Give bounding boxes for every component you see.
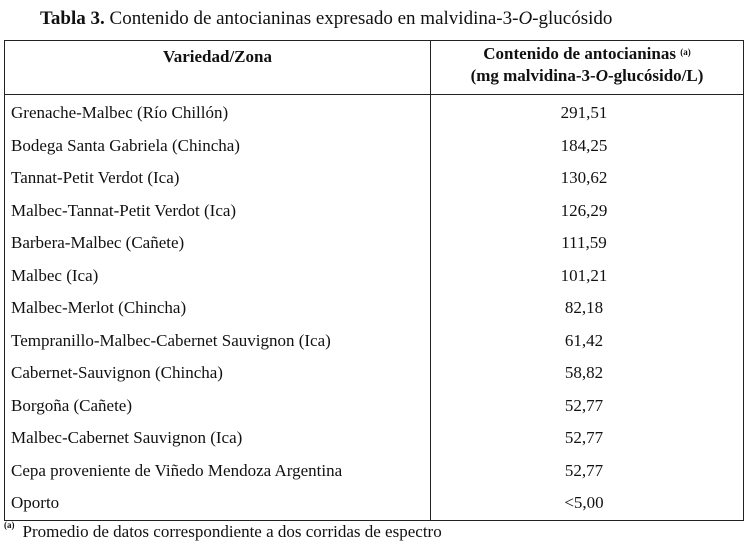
table-body bbox=[5, 95, 744, 521]
cell-variety: Malbec-Cabernet Sauvignon (Ica) bbox=[5, 422, 431, 455]
table-row bbox=[5, 130, 744, 163]
table-row bbox=[5, 162, 744, 195]
cell-content-value: 58,82 bbox=[431, 357, 744, 390]
cell-variety: Tannat-Petit Verdot (Ica) bbox=[5, 162, 431, 195]
table-row bbox=[5, 227, 744, 260]
cell-content-value: 101,21 bbox=[431, 260, 744, 293]
header-content-unit-end: -glucósido/L) bbox=[608, 66, 704, 85]
cell-content-value: 61,42 bbox=[431, 325, 744, 358]
header-content-unit-italic: O bbox=[595, 66, 608, 85]
header-footnote-marker: (a) bbox=[680, 47, 691, 57]
header-content-unit-start: (mg malvidina-3- bbox=[470, 66, 596, 85]
table-row bbox=[5, 455, 744, 488]
cell-variety: Malbec-Merlot (Chincha) bbox=[5, 292, 431, 325]
table-row bbox=[5, 95, 744, 130]
cell-content-value: 184,25 bbox=[431, 130, 744, 163]
table-row bbox=[5, 487, 744, 520]
table-footnote bbox=[4, 522, 442, 542]
table-caption-text: Contenido de antocianinas expresado en malvidina-3- bbox=[104, 8, 519, 29]
table-row bbox=[5, 390, 744, 423]
table-row bbox=[5, 357, 744, 390]
header-content-line1: Contenido de antocianinas bbox=[483, 44, 676, 63]
cell-variety: Oporto bbox=[5, 487, 431, 520]
table-caption bbox=[40, 8, 612, 30]
footnote-text: Promedio de datos correspondiente a dos corridas de espectro bbox=[22, 522, 442, 541]
cell-variety: Tempranillo-Malbec-Cabernet Sauvignon (Ica) bbox=[5, 325, 431, 358]
footnote-marker: (a) bbox=[4, 520, 15, 530]
cell-content-value: 291,51 bbox=[431, 95, 744, 130]
cell-variety: Barbera-Malbec (Cañete) bbox=[5, 227, 431, 260]
table-caption-text-end: -glucósido bbox=[532, 8, 613, 29]
cell-variety: Malbec (Ica) bbox=[5, 260, 431, 293]
header-variety: Variedad/Zona bbox=[5, 41, 431, 95]
cell-content-value: 52,77 bbox=[431, 455, 744, 488]
table-caption-italic: O bbox=[518, 8, 533, 29]
cell-content-value: 111,59 bbox=[431, 227, 744, 260]
table-row bbox=[5, 195, 744, 228]
cell-content-value: 82,18 bbox=[431, 292, 744, 325]
cell-variety: Cepa proveniente de Viñedo Mendoza Argentina bbox=[5, 455, 431, 488]
cell-content-value: 52,77 bbox=[431, 390, 744, 423]
table-row bbox=[5, 260, 744, 293]
cell-variety: Cabernet-Sauvignon (Chincha) bbox=[5, 357, 431, 390]
header-content bbox=[431, 41, 744, 95]
table-header-row bbox=[5, 41, 744, 95]
cell-variety: Malbec-Tannat-Petit Verdot (Ica) bbox=[5, 195, 431, 228]
cell-content-value: 52,77 bbox=[431, 422, 744, 455]
cell-variety: Borgoña (Cañete) bbox=[5, 390, 431, 423]
cell-variety: Bodega Santa Gabriela (Chincha) bbox=[5, 130, 431, 163]
table-row bbox=[5, 422, 744, 455]
table-row bbox=[5, 292, 744, 325]
table-caption-label: Tabla 3. bbox=[40, 8, 105, 29]
cell-content-value: 126,29 bbox=[431, 195, 744, 228]
cell-variety: Grenache-Malbec (Río Chillón) bbox=[5, 95, 431, 130]
cell-content-value: 130,62 bbox=[431, 162, 744, 195]
anthocyanin-table bbox=[4, 40, 744, 521]
table-row bbox=[5, 325, 744, 358]
cell-content-value: <5,00 bbox=[431, 487, 744, 520]
